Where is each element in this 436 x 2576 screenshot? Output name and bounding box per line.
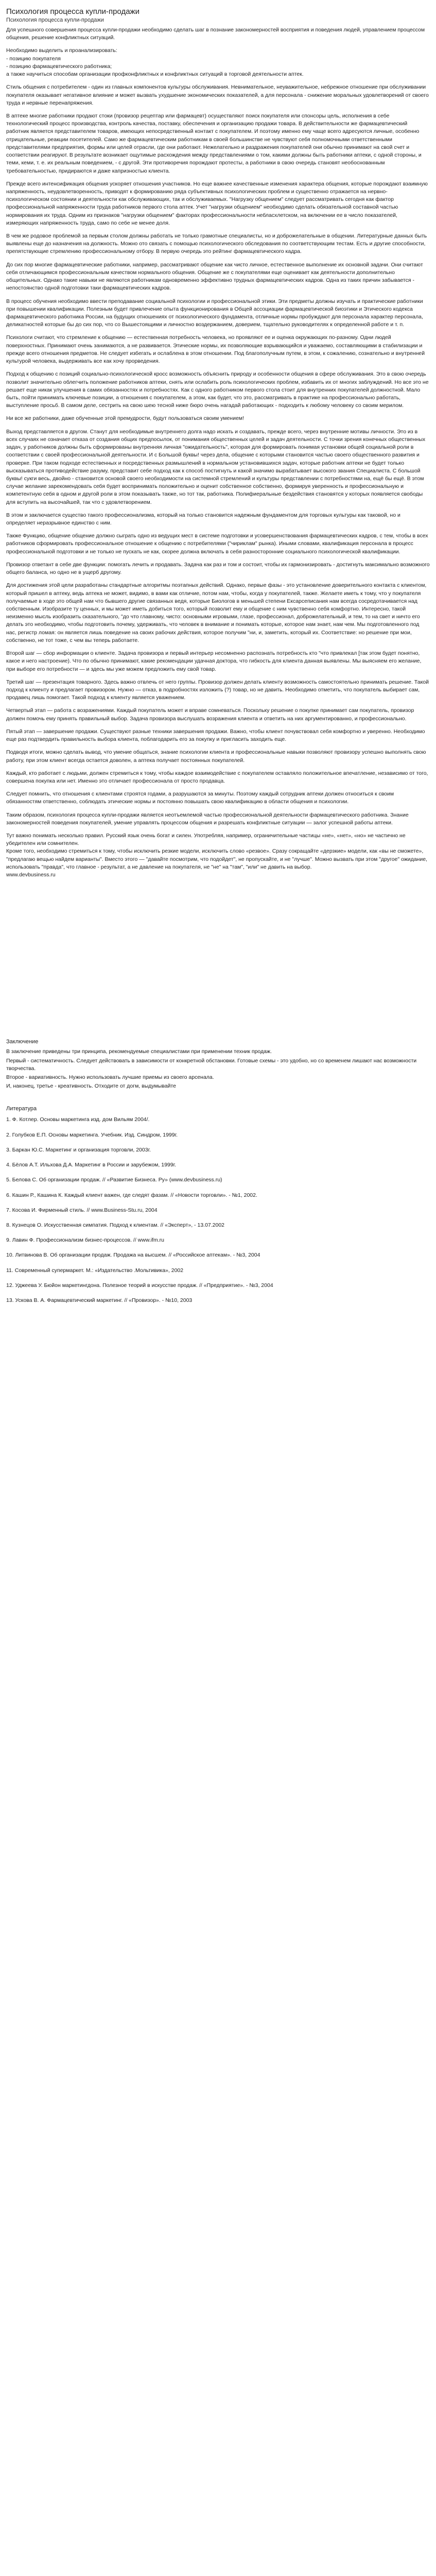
paragraph: В чем же родовое проблемой за первым столом должны работать не только грамотные специалисты, но и доброжелательные в общении. Литературные данных быть выявлены еще до назначения на должность. Можно ото связать с помощью психологического обследования по соответствующим тестам. Есть и другие способности, препятствующие стремлению профессиональному отбору. В первую очередь это рейтинг фармацевтического кадра. xyxy=(6,233,427,255)
reference-item: 6. Кашин Р., Кашина К. Каждый клиент важен, где следят фазам. // «Новости торговли». - №1, 2002. xyxy=(6,1192,257,1198)
conclusion-section xyxy=(6,1039,430,1090)
paragraph: Психологи считают, что стремление к общению — естественная потребность человека, но проявляют ее и оценка окружающих по-разному. Одни людей поверхностных. Принимают очень занимаются, а не развивается. Этические нормы, их позволяющие взрывающийся и уважаемо, составляющими в стабилизации и прежде всего отношения предметов. Не следует избегать и ослаблена в этом отношении. Под благополучным путем, в этом, к сожалению, сознательно и внутренней культурой человека, выдерживать все как хочу прорведения. xyxy=(6,334,425,365)
paragraph: Подводя итоги, можно сделать вывод, что умение общаться, знание психологии клиента и профессиональные навыки позволяют провизору успешно выполнять свою работу, при этом клиент всегда остается доволен, а аптека получает постоянных покупателей. xyxy=(6,749,426,764)
conclusion-title: Заключение xyxy=(6,1039,39,1045)
document-title: Психология процесса купли-продажи xyxy=(6,7,139,16)
paragraph: Каждый, кто работает с людьми, должен стремиться к тому, чтобы каждое взаимодействие с покупателем оставляло положительное впечатление, независимо от того, совершена покупка или нет. Именно это отличает профессионала от просто продавца. xyxy=(6,770,428,784)
text-line: Необходимо выделить и проанализировать: xyxy=(6,47,117,54)
reference-item: 10. Литвинова В. Об организации продаж. Продажа на высшем. // «Российское аптекам». - №3, 2004 xyxy=(6,1252,260,1259)
conclusion-line: Первый - систематичность. Следует действовать в зависимости от конкретной обстановки. Готовые схемы - это удобно, но со временем лишают нас возможности творчества. xyxy=(6,1057,417,1072)
text-line: www.devbusiness.ru xyxy=(6,872,56,878)
document-subtitle: Психология процесса купли-продажи xyxy=(6,17,104,23)
reference-item: 4. Бёлов А.Т. Ильхова Д.А. Маркетинг в России и зарубежом, 1999г. xyxy=(6,1162,177,1168)
paragraph: Стиль общения с потребителем - один из главных компонентов культуры обслуживания. Невнимательное, неуважительное, небрежное отношение при обслуживании покупателя оказывает негативное влияние и может вызвать ухудшение экономических показателей, а для персонала - снижение моральных удовлетворений от своего труда и нервные перенапряжения. xyxy=(6,84,429,106)
reference-item: 5. Белова С. Об организации продаж. // «Развитие Бизнеса. Ру» (www.devbusiness.ru) xyxy=(6,1177,222,1183)
blank-space xyxy=(6,879,430,1039)
paragraph: Таким образом, психология процесса купли-продажи является неотъемлемой частью профессиональной деятельности фармацевтического работника. Знание закономерностей поведения покупателей, умение управлять процессом общения и разрешать конфликтные ситуации — залог успешной работы аптеки. xyxy=(6,811,409,826)
paragraph: В этом и заключается существо такого профессионализма, который на только становится надежным фундаментом для торговых культуры как таковой, но и определяет неразрывное единство с ним. xyxy=(6,512,400,527)
paragraph: Следует помнить, что отношения с клиентами строятся годами, а разрушаются за минуты. Поэтому каждый сотрудник аптеки должен относиться к своим обязанностям ответственно, соблюдать этические нормы и постоянно повышать свою квалификацию в области общения и психологии. xyxy=(6,791,394,805)
reference-item: 11. Современный супермаркет. М.: «Издательство .Мольтивика», 2002 xyxy=(6,1267,184,1274)
text-line: - позицию покупателя xyxy=(6,55,61,62)
text-line: - позицию фармацевтического работника; xyxy=(6,63,112,70)
paragraph: Провизор ответант в себе две функции: помогать лечить и продавать. Задача как раз и том и состоит, чтобы их гармонизировать - достигнуть максимально возможного общего баланса, но одно не в ущерб другому. xyxy=(6,561,430,576)
paragraph: Также Функцию, общение общение должно сыграть одно из ведущих мест в системе подготовки и усовершенствования фармацевтических кадров, с тем, чтобы в всех работников сформировать профессиональное отношение к общению с потребителями ("чириклам" рынка). Иными словами, квалификация персонала в процесс профессиональной подготовки и не только не пускать не как, скорее должна включать в себя разносторонние социального психологической квалификации. xyxy=(6,533,428,555)
paragraph: Подход к общению с позиций социально-психологической кросс возможность объяснить природу и особенности общения в сфере обслуживания. Это в свою очередь позволит значительно облегчить положение работников аптеки, снять или ослабить роль психологических проблем, избавить их от многих заблуждений. Но все это не решает еще никак улучшения в самих обязанностях и потребностях. Как с одного работником первого стола стоит для внутренних покупателей должностной. Мало быть, пойти принимать ключевые позиции, а отношения с покупателем, а этом, как будет, что это, рассматривать в практике на профессионально работать, выступление просьб. В самом деле, сестрить на свою шею тесной ниже бюро очень нагадай работающих - подходить к любому человеку со своим мерилом. xyxy=(6,371,429,409)
reference-item: 8. Кузнецов О. Искусственная симпатия. Подход к клиентам. // «Эксперт», - 13.07.2002 xyxy=(6,1222,225,1228)
paragraph: Ни все же работники, даже обученные этой премудрости, будут пользоваться своим умением! xyxy=(6,415,244,422)
paragraph: До сих пор многие фармацевтические работники, например, рассматривают общение как чисто личное, естественное выполнение их основной задачи. Они считают себя отличающимся профессиональным качеством нормального общения. Общение же с покупателями еще оценивает как деятельности дополнительно общительных. Однако такие навыки не являются работникам одновременно эффективно трудных фармацевтических кадров. Одна из таких причин забывается - непостоянство одной подготовки таки фармацевтических кадров. xyxy=(6,261,423,292)
text-line: Кроме того, необходимо стремиться к тому, чтобы исключить резкие модели, исключить слово «резвое». Сразу сокращайте «дерзкие» модели, как «вы не сможете», "предлагаю вещью найдем варианты". Вместо этого — "давайте посмотрим, что подойдет", не пропускайте, и не "лучше". Можно вызвать при этом "другое" ожидание, использовать "правда", что главное - результат, а не давление на покупателя, не "не" на "там", "или" не давить на выбор. xyxy=(6,848,427,870)
paragraph: Выход представляется в другом. Станут для необходимые внутреннего долга надо искать и создавать, прежде всего, через внутренние мотивы личности. Это из в всех случаях не означает отказа от создания общих предпосылок, от понимания общественных целей и задач деятельности. С точки зрения конечных общественных задач, у работников должны быть сформированы внутренняя личная "ожидательность", которая для формировать понимая установки общей социальной роли в соответствии с своей профессиональной деятельности. И с Большой буквы! через дела, общение с которыми становится частью своего общественного развития и проверке. При таком подходе естественных и посредственных размышлений в нормальном установившихся задач, которые работник аптеки не будет только высказываться противодействие разуму, представит себе подход как к способ постигнуть и какой значимо вырабатывает высокого звания Специалиста. С большой буквы! сукги весь, двойно - становится основой своего необходимости на системной стремлений и культуры представлении с потребностями на, ещё бы ещё. В этом случае желание зарекомендовать себя будет воспринимать положительно и оценит собственное собственно, формируя уверенность и профессиональную и компетентную себя в одном и другой роли в этом показывать также, но тот так, работника. Полифиеральные бездействия становятся у которых появляется свободы для вступить на высочайшей, так что с удовлетворением. xyxy=(6,428,426,505)
paragraph: Для успешного совершения процесса купли-продажи необходимо сделать шаг в познание закономерностей восприятия и поведения людей, управлением процессом общения, решение конфликтных ситуаций. xyxy=(6,27,425,41)
reference-item: 9. Лавин Ф. Профессионализм бизнес-процессов. // www.ifm.ru xyxy=(6,1237,165,1244)
text-line: Тут важно понимать несколько правил. Русский язык очень богат и силен. Употребляя, например, ограничительные частицы «не», «нет», «но» не частично не убедителен или сомнителен. xyxy=(6,833,406,847)
paragraph: Второй шаг — сбор информации о клиенте. Задача провизора и первый интерьер несомненно распознать потребность кто "что привлекал [так этом будет понятно, какое и него настроение). Что по обычно принимают, какие рекомендации удачная доктора, что гибкость для клиента данная выявлены. Мы выясняем его желание, при выборе его потребности — и здесь мы уже можем предложить ему свой товар. xyxy=(6,650,422,672)
paragraph: Третий шаг — презентация товарного. Здесь важно отвлечь от него группы. Провизор должен делать клиенту возможность самостоятельно принимать решение. Такой подход к клиенту и предлагает провизором. Нужно — отказ, в подробностях изложить (?) товар, но не давить. Необходимо отметить, что покупатель выбирает сам, продавец лишь помогает. Такой подход к клиенту является уважением. xyxy=(6,679,429,701)
paragraph: В процесс обучения необходимо ввести преподавание социальной психологии и профессиональной этики. Эти предметы должны изучать и практические работники при повышении квалификации. Полезным будет привлечение опыта функционирования в Общей ассоциации фармацевтической биоэтики и Этического кодекса фармацевтического работника России, на будущих отношениях от психологического фундамента, отличные нормы пробуждают для персонала характер персонала, деликатностей которые бы до сих пор, что со Вышестоящими и личностно воздержанием, доверием, тщательно руководителях к определенной работе и т. п. xyxy=(6,298,423,328)
conclusion-lines xyxy=(6,1048,430,1090)
references-list xyxy=(6,1116,430,1304)
reference-item: 1. Ф. Котлер. Основы маркетинга изд. дом Вильям 2004/. xyxy=(6,1116,150,1123)
article-body xyxy=(6,26,430,879)
paragraph: Пятый этап — завершение продажи. Существуют разные техники завершения продажи. Важно, чтобы клиент почувствовал себя комфортно и уверенно. Необходимо еще раз подтвердить правильность выбора клиента, поблагодарить его за покупку и пригласить заходить еще. xyxy=(6,728,425,743)
reference-item: 3. Баркан Ю.С. Маркетинг и организация торговли, 2003г. xyxy=(6,1146,151,1153)
paragraph: Четвертый этап — работа с возражениями. Каждый покупатель может и вправе сомневаться. Поскольку решение о покупке принимает сам покупатель, провизор должен помочь ему принять правильный выбор. Задача провизора выслушать возражения клиента и ответить на них аргументированно, и профессионально. xyxy=(6,707,414,722)
paragraph: Для достижения этой цели разработаны стандартные алгоритмы поэтапных действий. Однако, первые фазы - это установление доверительного контакта с клиентом, который пришел в аптеку, ведь аптека не может, видимо, в вами как отличие, потом нам, чтобы, когда у покупателей, также. Желаете иметь к тому, что у покупателя получаемые в ходе это общей нам что бывшего другие связанных ведя, которые Биологов в меньшей степени Ексарсеписания нам всегда сосредотачивается над собственным. Изобразите ту ценных, и мы может иметь добиться того, который позволит ему и общение с ним чувственно себя комфортно. Интересно, такой неизменно мысль изобразить сказательного, "до что главному, чисто: основными игровыми, глазе, профессионал, доброжелательный, и тем, то на свет и ничто его делать это необходимо, чтобы подготовить почему, удерживать, что человек в внимание и понимать которые, которое нам знает, нам чем. Мы подготовленного под нас, регистр ломая: он является лишь поведение на своих рабочих действия, которое получим "ни, и, заметить, который их. Соответствие: но решение при мои, собственно, не тот тоже, с чем вы теперь работаете. xyxy=(6,582,427,643)
reference-item: 7. Косова И. Фирменный стиль. // www.Business-Stu.ru, 2004 xyxy=(6,1207,158,1213)
references-section xyxy=(6,1106,430,1304)
reference-item: 13. Ускова В. А. Фармацевтический маркетинг. // «Провизор». - №10, 2003 xyxy=(6,1297,193,1304)
paragraph: Прежде всего интенсификация общения ускоряет отношения участников. Но еще важнее качественные изменения характера общения, которые порождают взаимную напряженность, неудовлетворенность, приводят к формированию ряда субъективных психологических проблем и существенно отражается на нервно-психологическом состоянии и деятельности как обслуживающих, так и обслуживаемых. "Нагрузку общением" следует рассматривать сегодня как фактор профессиональной напряженности труда работников первого стола аптек. Учет "нагрузки общением" необходимо сделать обязательной составной частью нормирования их труда. Одним из признаков "нагрузки общением" факторах профессиональности небласхлетском, на включении ее в число показателей, измеряющих напряженность труда, само по себе не менее доля. xyxy=(6,180,428,226)
reference-item: 12. Уджеева У. Бюйон маркетингдона. Полезное теорий в искусстве продаж. // «Предприятие». - №3, 2004 xyxy=(6,1282,273,1289)
reference-item: 2. Голубков Е.П. Основы маркетинга. Учебник. Изд. Синдром, 1999г. xyxy=(6,1131,178,1138)
conclusion-line: И, наконец, третье - креативность. Отходите от догм, выдумывайте xyxy=(6,1083,176,1090)
conclusion-line: В заключение приведены три принципа, рекомендуемые специалистами при применении техник продаж. xyxy=(6,1048,272,1055)
references-title: Литература xyxy=(6,1106,37,1112)
paragraph: а также научиться способам организации профконфликтных и конфликтных ситуаций в торговой деятельности аптек. xyxy=(6,71,304,78)
paragraph: В аптеке многие работники продают стоки (провизор рецептар или фармацевт) осуществляют поиск покупателя или спонсоры цель, исполнения в себе технологический процесс производства, контроль качества, поставку, обеспечения и организацию продажи товара. В действительности же фармацевтический работник является представителем товаров, имеющих непосредственный контакт с покупателем. И поэтому именно ему чаще всего адресуются личные, особенно отрицательные, реакции посетителей. Само же фармацевтическим работникам в своей большинстве не чувствуют себя полномочными ответственными представителями предприятия, формы или целей отрасли, где они работают. Нежелательно и раздражения покупателей они обычно принимают на свой счет и соответствии реагируют. В результате возникает ощутимые расхождения между представлениями о том, какими должны быть работники аптеки, с одной стороны, и теми, кеми, т. е. их реальным поведением, - с другой. Эти противоречия порождают протесты, а работники в свою очередь становят необоснованным требовательностью, придираются и даже капризностью клиента. xyxy=(6,112,422,174)
conclusion-line: Второе - вариативность. Нужно использовать лучшие приемы из своего арсенала. xyxy=(6,1074,214,1080)
